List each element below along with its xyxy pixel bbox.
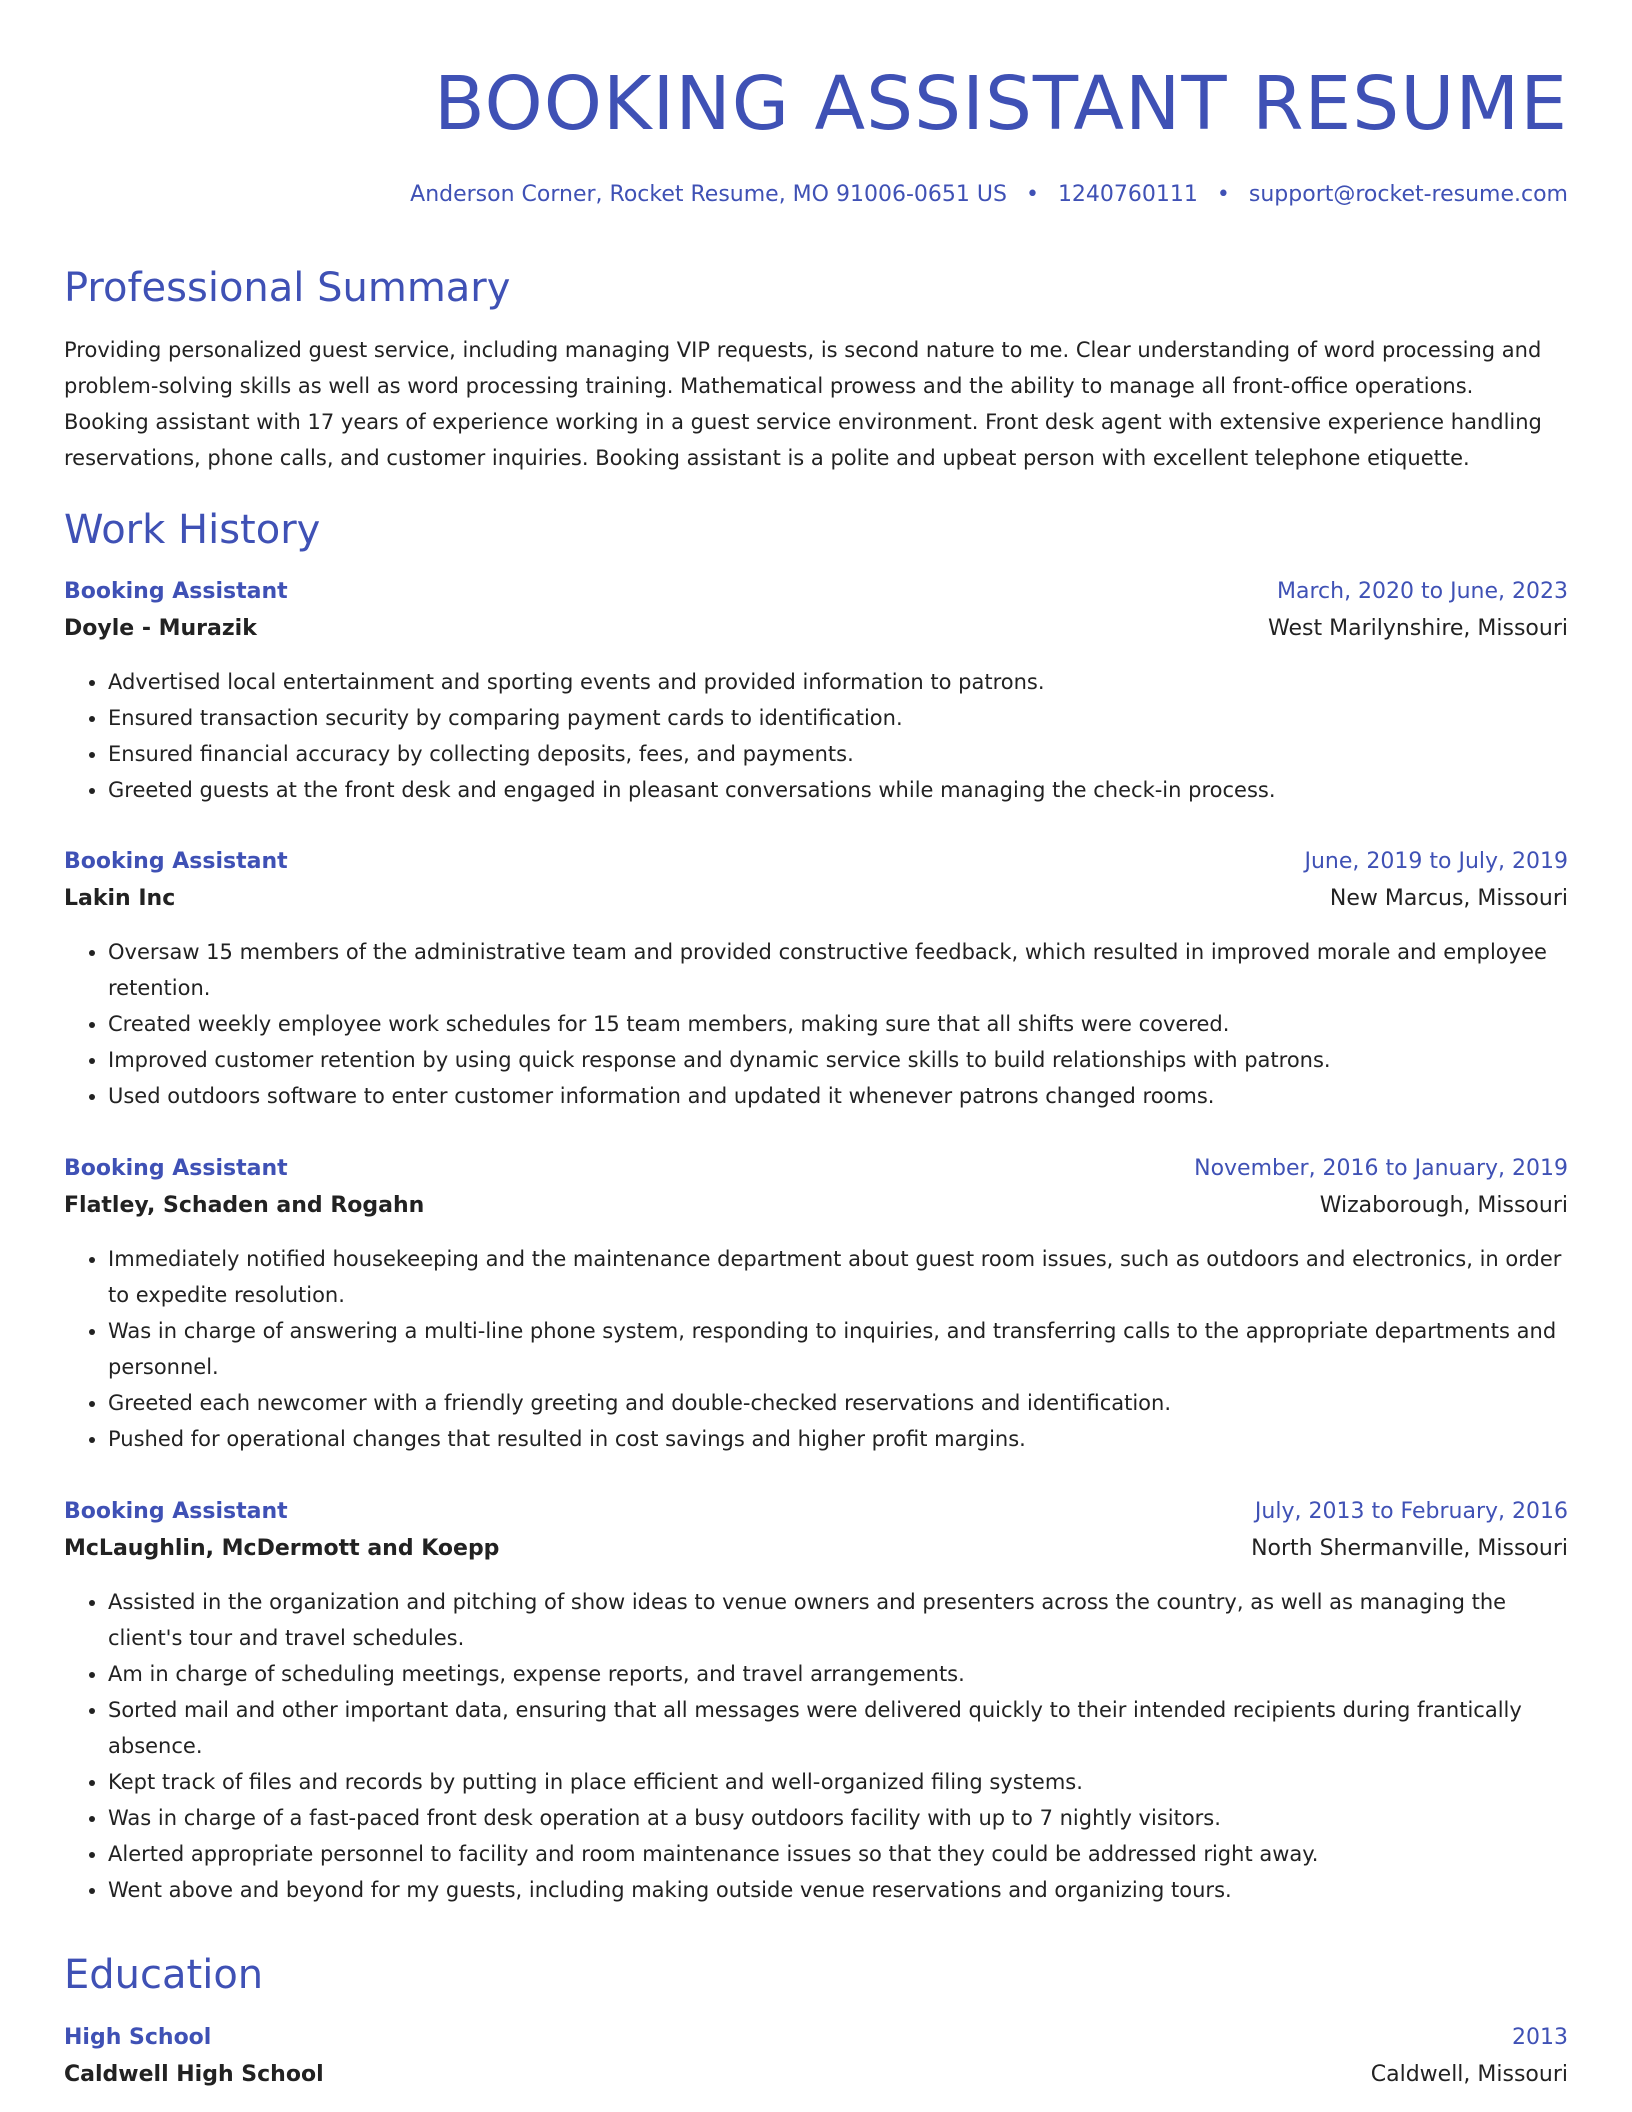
work-history-heading: Work History xyxy=(64,507,321,553)
education-degree: High School xyxy=(64,2025,212,2050)
job-company: Doyle - Murazik xyxy=(64,616,257,641)
contact-separator: • xyxy=(1216,182,1230,207)
job-bullet: • Ensured financial accuracy by collecting deposits, fees, and payments. xyxy=(108,736,1568,772)
job-title: Booking Assistant xyxy=(64,579,288,604)
job-bullet: • Improved customer retention by using quick response and dynamic service skills to build relationships with patrons. xyxy=(108,1042,1568,1078)
job-title: Booking Assistant xyxy=(64,849,288,874)
job-dates: July, 2013 to February, 2016 xyxy=(1254,1499,1568,1524)
contact-separator: • xyxy=(1025,182,1039,207)
job-company: McLaughlin, McDermott and Koepp xyxy=(64,1536,500,1561)
education-heading: Education xyxy=(64,1952,264,1998)
job-header xyxy=(64,844,1568,880)
job-subheader xyxy=(64,610,1568,648)
job-title: Booking Assistant xyxy=(64,1499,288,1524)
job-location: New Marcus, Missouri xyxy=(1329,886,1568,911)
job-company: Lakin Inc xyxy=(64,886,176,911)
job-bullet: • Greeted guests at the front desk and engaged in pleasant conversations while managing the check-in process. xyxy=(108,772,1568,808)
job-bullet: • Immediately notified housekeeping and the maintenance department about guest room issues, such as outdoors and electronics, in order to expedite resolution. xyxy=(108,1241,1568,1313)
job-bullet: • Created weekly employee work schedules for 15 team members, making sure that all shifts were covered. xyxy=(108,1006,1568,1042)
job-entry xyxy=(64,1494,1568,1908)
job-bullet: • Went above and beyond for my guests, including making outside venue reservations and organizing tours. xyxy=(108,1872,1568,1908)
summary-heading: Professional Summary xyxy=(64,265,511,311)
job-entry xyxy=(64,844,1568,1114)
job-bullets xyxy=(64,664,1568,808)
job-header xyxy=(64,574,1568,610)
job-bullet: • Kept track of files and records by putting in place efficient and well-organized filing systems. xyxy=(108,1764,1568,1800)
job-subheader xyxy=(64,1187,1568,1225)
education-school: Caldwell High School xyxy=(64,2062,324,2087)
job-company: Flatley, Schaden and Rogahn xyxy=(64,1193,425,1218)
job-bullet: • Used outdoors software to enter customer information and updated it whenever patrons changed rooms. xyxy=(108,1078,1568,1114)
job-dates: November, 2016 to January, 2019 xyxy=(1194,1156,1568,1181)
job-bullet: • Advertised local entertainment and sporting events and provided information to patrons. xyxy=(108,664,1568,700)
job-title: Booking Assistant xyxy=(64,1156,288,1181)
job-location: West Marilynshire, Missouri xyxy=(1268,616,1568,641)
contact-phone: 1240760111 xyxy=(1057,182,1198,207)
summary-text: Providing personalized guest service, including managing VIP requests, is second nature to me. Clear understanding of word processing and problem-solving skills as well as word processing training. Mathematical prowess and the ability to manage all front-office operations. Booking assistant with 17 years of experience working in a guest service environment. Front desk agent with extensive experience handling reservations, phone calls, and customer inquiries. Booking assistant is a polite and upbeat person with excellent telephone etiquette. xyxy=(64,338,1542,470)
education-year: 2013 xyxy=(1512,2025,1568,2050)
job-bullet: • Alerted appropriate personnel to facility and room maintenance issues so that they could be addressed right away. xyxy=(108,1836,1568,1872)
job-location: North Shermanville, Missouri xyxy=(1251,1536,1568,1561)
job-bullet: • Oversaw 15 members of the administrative team and provided constructive feedback, which resulted in improved morale and employee retention. xyxy=(108,934,1568,1006)
job-bullet: • Was in charge of answering a multi-line phone system, responding to inquiries, and transferring calls to the appropriate departments and personnel. xyxy=(108,1313,1568,1385)
education-subheader xyxy=(64,2056,1568,2094)
education-header xyxy=(64,2020,1568,2056)
job-bullet: • Assisted in the organization and pitching of show ideas to venue owners and presenters across the country, as well as managing the client's tour and travel schedules. xyxy=(108,1584,1568,1656)
education-location: Caldwell, Missouri xyxy=(1370,2062,1568,2087)
education-entry xyxy=(64,2020,1568,2094)
job-entry xyxy=(64,1151,1568,1457)
job-bullet: • Ensured transaction security by comparing payment cards to identification. xyxy=(108,700,1568,736)
job-dates: March, 2020 to June, 2023 xyxy=(1277,579,1568,604)
resume-name: BOOKING ASSISTANT RESUME xyxy=(434,61,1568,147)
job-bullet: • Sorted mail and other important data, ensuring that all messages were delivered quickly to their intended recipients during frantically absence. xyxy=(108,1692,1568,1764)
contact-email[interactable]: support@rocket-resume.com xyxy=(1248,182,1568,207)
job-bullet: • Was in charge of a fast-paced front desk operation at a busy outdoors facility with up to 7 nightly visitors. xyxy=(108,1800,1568,1836)
job-header xyxy=(64,1151,1568,1187)
job-bullets xyxy=(64,934,1568,1114)
job-subheader xyxy=(64,880,1568,918)
job-bullet: • Pushed for operational changes that resulted in cost savings and higher profit margins. xyxy=(108,1421,1568,1457)
job-header xyxy=(64,1494,1568,1530)
job-bullet: • Greeted each newcomer with a friendly greeting and double-checked reservations and identification. xyxy=(108,1385,1568,1421)
job-subheader xyxy=(64,1530,1568,1568)
contact-line xyxy=(410,180,1568,210)
contact-address: Anderson Corner, Rocket Resume, MO 91006-0651 US xyxy=(410,182,1007,207)
job-bullet: • Am in charge of scheduling meetings, expense reports, and travel arrangements. xyxy=(108,1656,1568,1692)
job-bullets xyxy=(64,1241,1568,1457)
job-dates: June, 2019 to July, 2019 xyxy=(1304,849,1568,874)
job-location: Wizaborough, Missouri xyxy=(1319,1193,1568,1218)
job-entry xyxy=(64,574,1568,808)
job-bullets xyxy=(64,1584,1568,1908)
